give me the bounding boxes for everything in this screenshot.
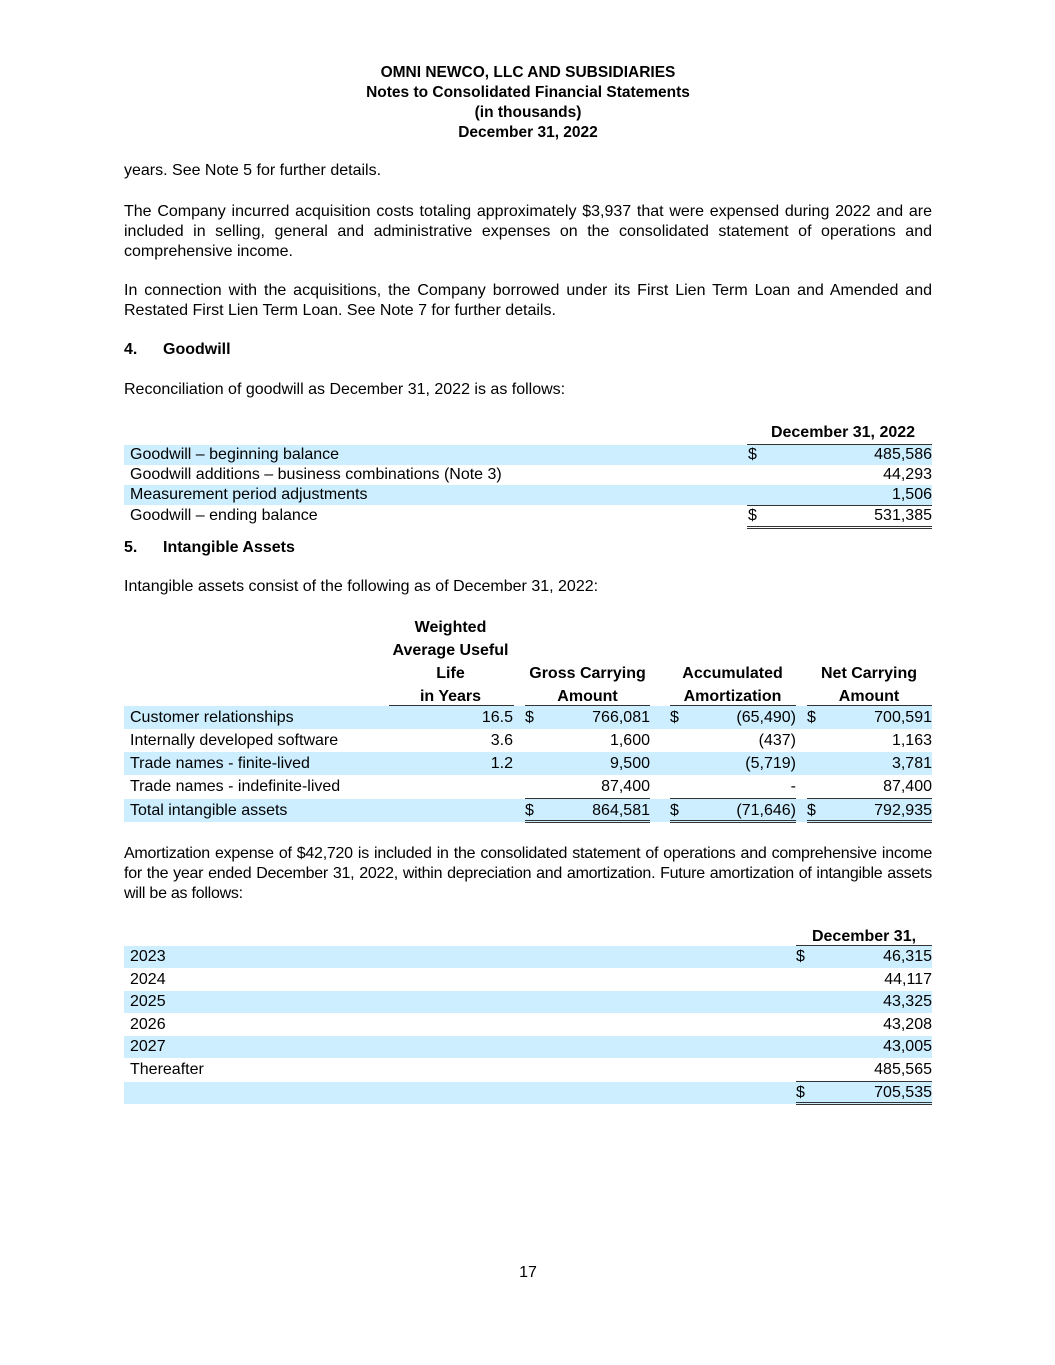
table-row-total [124, 1082, 932, 1104]
paragraph-continuation: years. See Note 5 for further details. [124, 162, 382, 179]
currency-symbol: $ [748, 507, 757, 524]
header-line: Average Useful [392, 642, 509, 659]
useful-life: 3.6 [490, 732, 513, 749]
currency-symbol: $ [807, 709, 816, 726]
section-number: 4. [124, 341, 138, 358]
row-label: 2027 [130, 1038, 166, 1055]
accumulated-amortization: (5,719) [745, 755, 796, 772]
table-row [124, 1058, 932, 1081]
net-amount: 1,163 [891, 732, 932, 749]
currency-symbol: $ [525, 709, 534, 726]
currency-symbol: $ [670, 709, 679, 726]
units-note: (in thousands) [474, 104, 582, 121]
table-row-total [124, 799, 932, 822]
row-value: 43,325 [883, 993, 932, 1010]
table-row [124, 968, 932, 991]
table-row [124, 775, 932, 798]
table-row [124, 752, 932, 775]
row-value: 531,385 [874, 507, 932, 524]
currency-symbol: $ [796, 948, 805, 965]
section-heading-intangibles [124, 538, 295, 558]
net-amount: 87,400 [883, 778, 932, 795]
paragraph-amortization-expense: Amortization expense of $42,720 is included in the consolidated statement of operations and comprehensive income for the year ended December 31, 2022, within depreciation and amortization. Future amortization of intangible assets will be as follows: [124, 845, 932, 902]
row-label: Customer relationships [130, 709, 294, 726]
table-row [124, 1036, 932, 1058]
section-heading-goodwill [124, 340, 231, 360]
total-double-rule [747, 526, 932, 529]
row-value: 1,506 [891, 486, 932, 503]
row-value: 43,208 [883, 1016, 932, 1033]
page-number: 17 [519, 1264, 537, 1281]
amortization-column-header: December 31, [811, 928, 917, 945]
section-title: Goodwill [163, 341, 231, 358]
currency-symbol: $ [796, 1084, 805, 1101]
paragraph-borrowings: In connection with the acquisitions, the Company borrowed under its First Lien Term Loan and Amended and Restated First Lien Term Loan. See Note 7 for further details. [124, 282, 932, 319]
header-line: Amortization [683, 688, 782, 705]
goodwill-column-header: December 31, 2022 [770, 424, 916, 441]
accumulated-amortization: (71,646) [736, 802, 796, 819]
total-double-rule [796, 1102, 932, 1105]
table-row-total [124, 506, 932, 526]
row-label: 2025 [130, 993, 166, 1010]
accumulated-amortization: - [790, 778, 796, 795]
header-line: Amount [838, 688, 900, 705]
row-label: Thereafter [130, 1061, 204, 1078]
row-label: 2023 [130, 948, 166, 965]
column-header-useful-life [388, 616, 513, 708]
gross-amount: 864,581 [592, 802, 650, 819]
currency-symbol: $ [807, 802, 816, 819]
row-label: Goodwill – ending balance [130, 507, 318, 524]
header-line: Life [436, 665, 465, 682]
column-header-net-carrying [806, 662, 932, 708]
header-line: Amount [557, 688, 618, 705]
accumulated-amortization: (437) [758, 732, 796, 749]
row-value: 485,586 [874, 446, 932, 463]
row-label: Trade names - indefinite-lived [130, 778, 341, 795]
paragraph-intangibles-intro: Intangible assets consist of the following as of December 31, 2022: [124, 578, 599, 595]
row-label: Internally developed software [130, 732, 339, 749]
table-row [124, 991, 932, 1013]
gross-amount: 9,500 [609, 755, 650, 772]
row-value: 43,005 [883, 1038, 932, 1055]
row-label: Measurement period adjustments [130, 486, 368, 503]
currency-symbol: $ [670, 802, 679, 819]
table-row [124, 465, 932, 485]
table-row [124, 445, 932, 465]
header-line: Weighted [414, 619, 487, 636]
total-double-rule [807, 820, 932, 823]
total-double-rule [670, 820, 796, 823]
row-value: 44,117 [884, 971, 932, 988]
header-line: Gross Carrying [529, 665, 646, 682]
statement-date: December 31, 2022 [458, 124, 598, 141]
table-row [124, 485, 932, 505]
row-label: 2026 [130, 1016, 166, 1033]
row-value: 705,535 [874, 1084, 932, 1101]
header-line: Accumulated [682, 665, 783, 682]
table-row [124, 946, 932, 968]
useful-life: 1.2 [490, 755, 513, 772]
row-label: Total intangible assets [130, 802, 288, 819]
column-header-accumulated-amortization [670, 662, 795, 708]
paragraph-goodwill-intro: Reconciliation of goodwill as December 31, 2022 is as follows: [124, 381, 566, 398]
accumulated-amortization: (65,490) [736, 709, 796, 726]
header-line: Net Carrying [820, 665, 918, 682]
header-line: in Years [419, 688, 482, 705]
column-header-gross-carrying [524, 662, 651, 708]
gross-amount: 766,081 [592, 709, 650, 726]
net-amount: 3,781 [891, 755, 932, 772]
net-amount: 700,591 [874, 709, 932, 726]
row-value: 46,315 [883, 948, 932, 965]
table-row [124, 1013, 932, 1036]
gross-amount: 1,600 [609, 732, 650, 749]
section-number: 5. [124, 539, 138, 556]
page-header [124, 63, 932, 143]
table-row [124, 729, 932, 752]
row-label: Goodwill – beginning balance [130, 446, 340, 463]
useful-life: 16.5 [481, 709, 513, 726]
row-value: 485,565 [874, 1061, 932, 1078]
net-amount: 792,935 [874, 802, 932, 819]
gross-amount: 87,400 [601, 778, 650, 795]
currency-symbol: $ [748, 446, 757, 463]
currency-symbol: $ [525, 802, 534, 819]
paragraph-acquisition-costs: The Company incurred acquisition costs totaling approximately $3,937 that were expensed during 2022 and are included in selling, general and administrative expenses on the consolidated statement of operations and comprehensive income. [124, 203, 932, 260]
statement-title: Notes to Consolidated Financial Statements [366, 84, 690, 101]
section-title: Intangible Assets [163, 539, 295, 556]
row-value: 44,293 [883, 466, 932, 483]
row-label: Trade names - finite-lived [130, 755, 310, 772]
row-label: Goodwill additions – business combinations (Note 3) [130, 466, 502, 483]
total-double-rule [525, 820, 650, 823]
row-label: 2024 [130, 971, 166, 988]
table-row [124, 706, 932, 729]
company-name: OMNI NEWCO, LLC AND SUBSIDIARIES [380, 64, 676, 81]
